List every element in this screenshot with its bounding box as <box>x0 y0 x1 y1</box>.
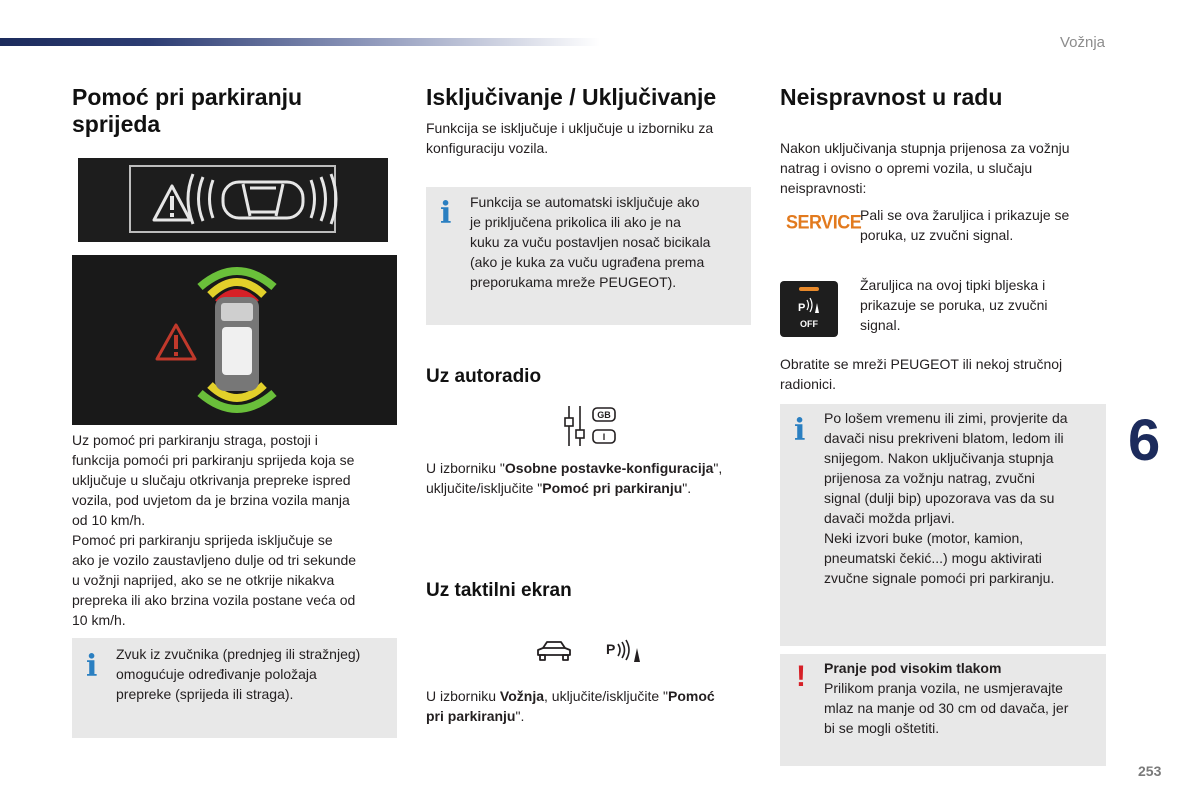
exclamation-icon: ! <box>796 660 806 693</box>
section-title: Vožnja <box>1059 34 1105 51</box>
svg-text:OFF: OFF <box>800 319 818 329</box>
autoradio-instructions: U izborniku "Osobne postavke-konfiguracija", uključite/isključite "Pomoć pri parkiranju". <box>426 460 723 496</box>
info-icon: i <box>440 196 452 231</box>
info-note: i Funkcija se automatski isključuje ako je priključena prikolica ili ako je na kuku za vuču postavljen nosač bicikala (ako je kuka za vuču ugrađena prema preporukama mreže PEUGEOT). <box>426 187 751 325</box>
column-toggle <box>426 84 756 158</box>
dashboard-display-image <box>78 158 388 242</box>
malfunction-intro: Nakon uključivanja stupnja prijenosa za vožnju natrag i ovisno o opremi vozila, u slučaju neispravnosti: <box>780 140 1070 196</box>
car-icon <box>534 638 574 664</box>
contact-network: Obratite se mreži PEUGEOT ili nekoj stručnoj radionici. <box>780 356 1063 392</box>
parking-off-description: Žaruljica na ovoj tipki bljeska i prikazuje se poruka, uz zvučni signal. <box>860 277 1048 333</box>
parking-sensor-illustration <box>72 255 397 425</box>
parking-off-icon <box>780 281 838 337</box>
heading-front-parking: Pomoć pri parkiranju sprijeda <box>72 84 303 137</box>
svg-text:GB: GB <box>597 410 611 420</box>
column-malfunction <box>780 84 1110 111</box>
warning-triangle-icon <box>157 325 195 359</box>
service-description: Pali se ova žaruljica i prikazuje se poruka, uz zvučni signal. <box>860 207 1070 243</box>
paragraph: Uz pomoć pri parkiranju straga, postoji i funkcija pomoći pri parkiranju sprijeda koja se uključuje u slučaju otkrivanja prepreke ispred vozila, pod uvjetom da je brzina vozila manja od 10 km/h. <box>72 432 355 528</box>
chapter-number: 6 <box>1128 408 1161 473</box>
front-parking-description <box>72 430 402 630</box>
paragraph: Funkcija se isključuje i uključuje u izborniku za konfiguraciju vozila. <box>426 120 714 156</box>
touchscreen-instructions: U izborniku Vožnja, uključite/isključite "Pomoć pri parkiranju". <box>426 688 715 724</box>
column-front-parking <box>72 84 402 138</box>
heading-toggle: Isključivanje / Uključivanje <box>426 84 717 110</box>
info-icon: i <box>794 413 806 448</box>
warning-triangle-icon <box>154 186 190 220</box>
paragraph: Pomoć pri parkiranju sprijeda isključuje se ako je vozilo zaustavljeno dulje od tri sekunde u vožnji naprijed, ako se ne otkrije nikakva prepreka ili ako brzina vozila postane veća od 10 km/h. <box>72 532 357 628</box>
parking-sensor-car-icon <box>72 255 397 425</box>
svg-text:P: P <box>798 302 806 314</box>
heading-malfunction: Neispravnost u radu <box>780 84 1003 110</box>
header-bar <box>0 38 600 46</box>
service-icon: SERVICE <box>786 210 862 233</box>
warning-note: ! Pranje pod visokim tlakom Prilikom pranja vozila, ne usmjeravajte mlaz na manje od 30 cm od davača, jer bi se mogli oštetiti. <box>780 654 1106 766</box>
heading-touchscreen: Uz taktilni ekran <box>426 580 572 601</box>
parking-sensor-car-icon <box>78 158 388 242</box>
info-note: i Po lošem vremenu ili zimi, provjerite da davači nisu prekriveni blatom, ledom ili snijegom. Nakon uključivanja stupnja prijenosa za vožnju natrag, zvučni signal (dulji bip) upozorava vas da su davači možda prljavi. Neki izvori buke (motor, kamion, pneumatski čekić...) mogu aktivirati zvučne signale pomoći pri parkiranju. <box>780 404 1106 646</box>
svg-text:I: I <box>602 432 606 442</box>
svg-text:P: P <box>606 641 616 657</box>
info-icon: i <box>86 649 98 684</box>
parking-sensor-icon <box>604 638 644 666</box>
info-note: i Zvuk iz zvučnika (prednjeg ili stražnjeg) omogućuje određivanje položaja prepreke (sprijeda ili straga). <box>72 638 397 738</box>
heading-autoradio: Uz autoradio <box>426 366 542 387</box>
page-number: 253 <box>1138 763 1162 779</box>
settings-icon <box>563 404 619 448</box>
